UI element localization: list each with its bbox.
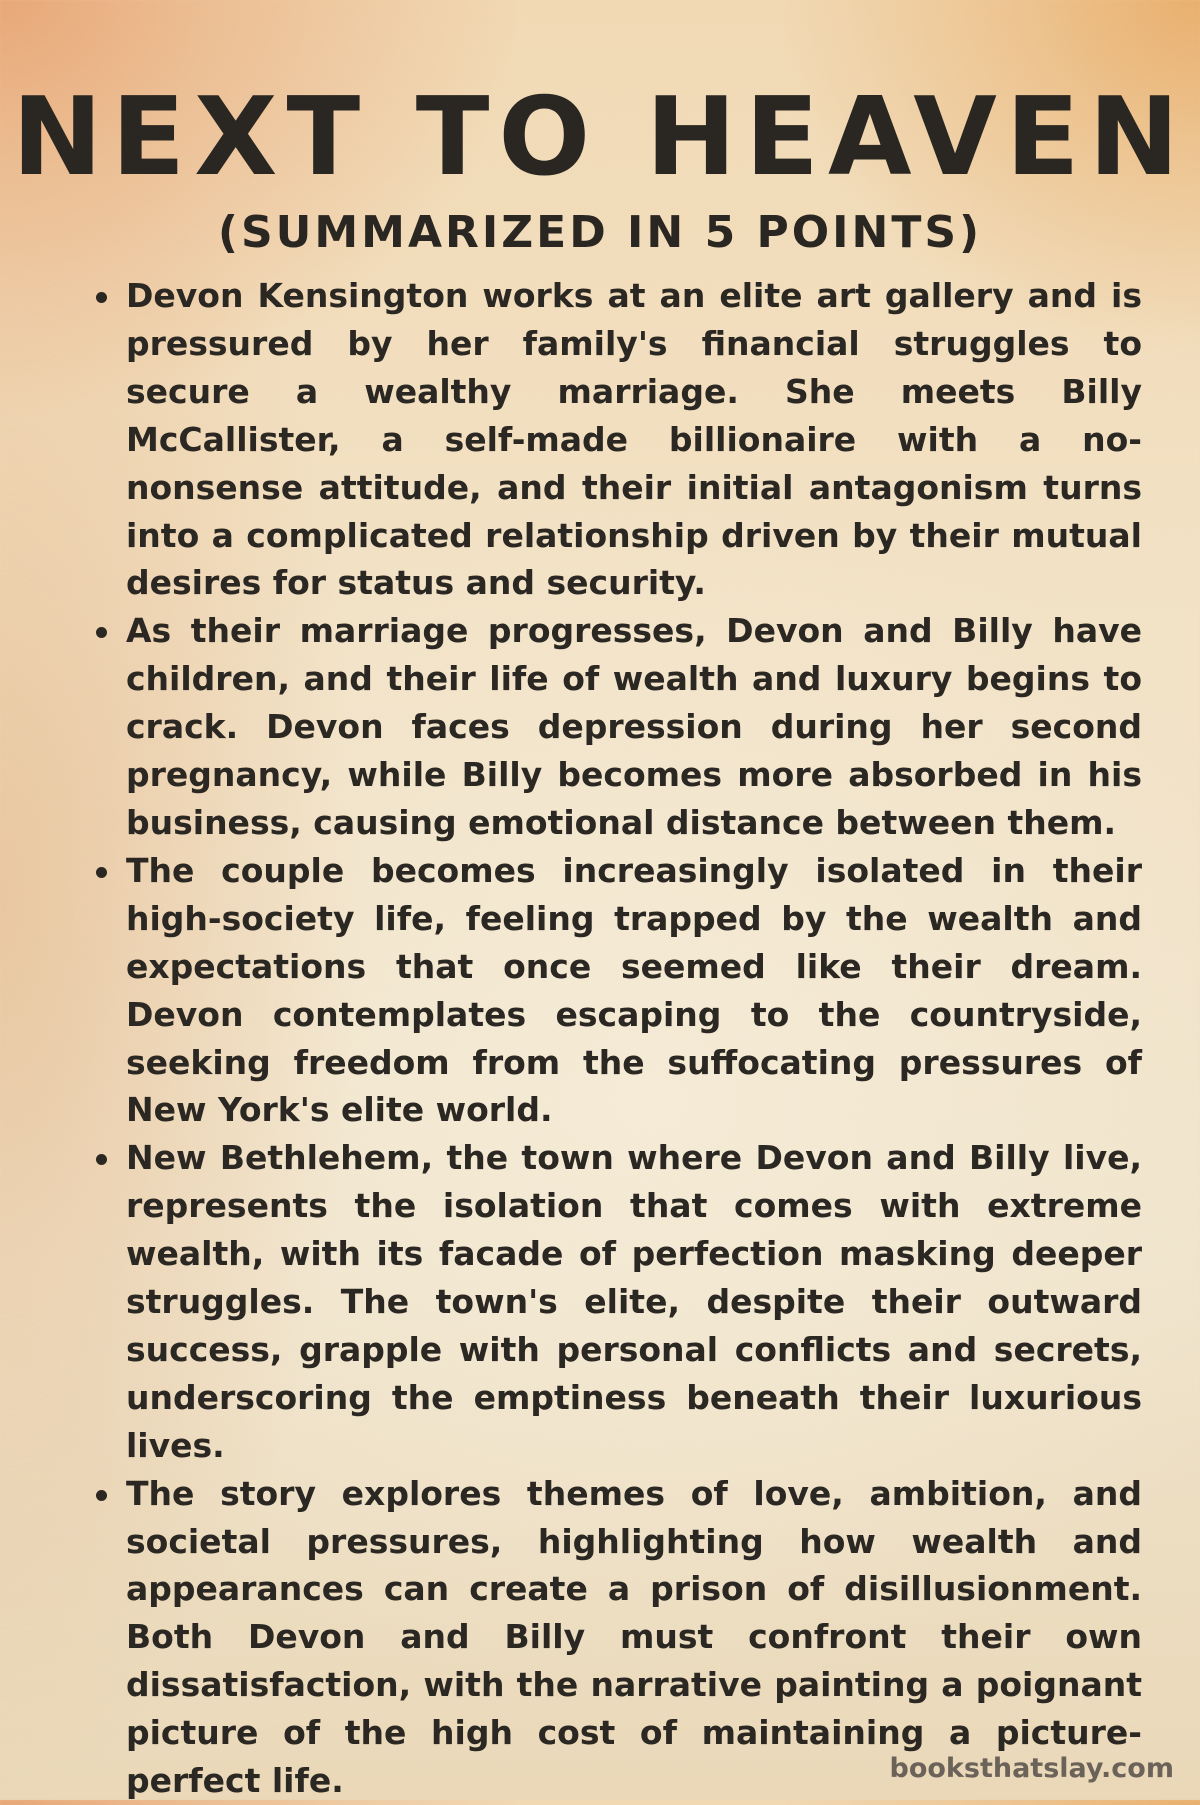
summary-points-list — [92, 272, 1142, 1805]
summary-point — [92, 272, 1142, 607]
summary-point-text: The story explores themes of love, ambition, and societal pressures, highlighting how wealth and appearances can create a prison of disillusionment. Both Devon and Billy must confront their own dissatisfaction, with the narrative painting a poignant picture of the high cost of maintaining a picture-perfect life. — [126, 1473, 1142, 1801]
site-watermark: booksthatslay.com — [889, 1753, 1174, 1784]
page-subtitle: (SUMMARIZED IN 5 POINTS) — [217, 207, 983, 258]
bullet-icon — [96, 292, 107, 303]
summary-point-text: Devon Kensington works at an elite art gallery and is pressured by her family's financial struggles to secure a wealthy marriage. She meets Billy McCallister, a self-made billionaire with a no-nonsense attitude, and their initial antagonism turns into a complicated relationship driven by their mutual desires for status and security. — [126, 276, 1142, 603]
summary-point — [92, 847, 1142, 1134]
summary-point-text: New Bethlehem, the town where Devon and Billy live, represents the isolation that comes with extreme wealth, with its facade of perfection masking deeper struggles. The town's elite, despite their outward success, grapple with personal conflicts and secrets, underscoring the emptiness beneath their luxurious lives. — [126, 1138, 1142, 1465]
page-title: NEXT TO HEAVEN — [12, 75, 1188, 200]
summary-point-text: The couple becomes increasingly isolated in their high-society life, feeling trapped by the wealth and expectations that once seemed like their dream. Devon contemplates escaping to the countryside, seeking freedom from the suffocating pressures of New York's elite world. — [126, 850, 1142, 1130]
bullet-icon — [96, 867, 107, 878]
summary-point-text: As their marriage progresses, Devon and Billy have children, and their life of wealth and luxury begins to crack. Devon faces depression during her second pregnancy, while Billy becomes more absorbed in his business, causing emotional distance between them. — [126, 611, 1142, 842]
bullet-icon — [96, 1490, 107, 1501]
bullet-icon — [96, 1154, 107, 1165]
bullet-icon — [96, 627, 107, 638]
summary-point — [92, 607, 1142, 847]
summary-point — [92, 1134, 1142, 1469]
